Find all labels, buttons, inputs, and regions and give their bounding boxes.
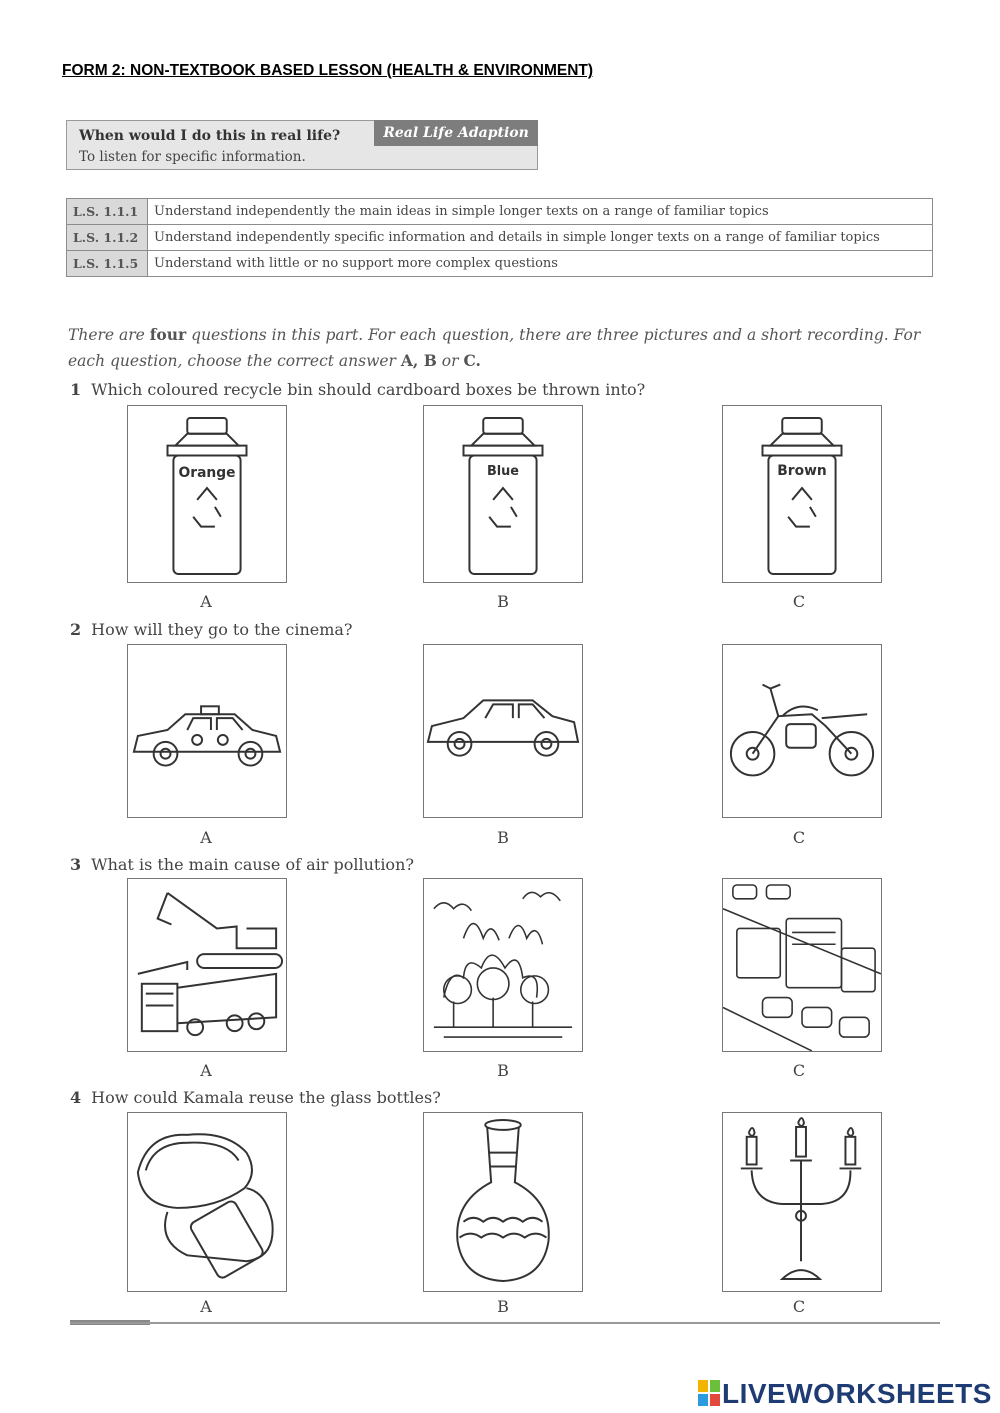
svg-text:Blue: Blue — [486, 464, 520, 480]
real-life-question: When would I do this in real life? — [79, 128, 341, 144]
blue-recycle-bin-icon — [424, 406, 582, 582]
option-c-picture[interactable] — [722, 405, 882, 583]
learning-standards-table — [66, 198, 933, 277]
question-2: 2 How will they go to the cinema? — [70, 620, 353, 639]
orange-recycle-bin-icon — [128, 406, 286, 582]
question-1: 1 Which coloured recycle bin should cardboard boxes be thrown into? — [70, 380, 646, 399]
instructions: There are four questions in this part. For each question, there are three pictures and a short recording. For each question, choose the correct answer A, B or C. — [68, 325, 921, 370]
option-a-label: A — [200, 1297, 212, 1316]
option-b-label: B — [497, 1297, 509, 1316]
option-c-label: C — [792, 828, 806, 847]
liveworksheets-mark-icon — [698, 1380, 720, 1406]
brown-recycle-bin-icon — [723, 406, 881, 582]
table-row — [67, 251, 933, 277]
standard-text: Understand independently the main ideas in simple longer texts on a range of familiar topics — [148, 199, 933, 225]
real-life-tag: Real Life Adaption — [374, 120, 538, 146]
option-b-label: B — [497, 592, 509, 611]
option-b-label: B — [497, 1061, 509, 1080]
option-a-picture[interactable] — [127, 405, 287, 583]
standard-text: Understand independently specific information and details in simple longer texts on a range of familiar topics — [148, 225, 933, 251]
forest-fire-icon — [424, 879, 582, 1051]
option-c-picture[interactable] — [722, 878, 882, 1052]
option-c-picture[interactable] — [722, 1112, 882, 1292]
page-heading: FORM 2: NON-TEXTBOOK BASED LESSON (HEALTH & ENVIRONMENT) — [62, 62, 594, 79]
candle-holder-icon — [723, 1113, 881, 1291]
option-a-picture[interactable] — [127, 1112, 287, 1292]
table-row — [67, 225, 933, 251]
divider — [70, 1322, 940, 1324]
question-4: 4 How could Kamala reuse the glass bottles? — [70, 1088, 441, 1107]
option-a-label: A — [200, 592, 212, 611]
table-row — [67, 199, 933, 225]
standard-code: L.S. 1.1.2 — [67, 225, 148, 251]
motorcycle-icon — [723, 645, 881, 817]
option-c-label: C — [792, 592, 806, 611]
construction-vehicles-icon — [128, 879, 286, 1051]
traffic-jam-icon — [723, 879, 881, 1051]
soap-dish-icon — [128, 1113, 286, 1291]
real-life-answer: To listen for specific information. — [79, 149, 306, 165]
vase-icon — [424, 1113, 582, 1291]
option-b-picture[interactable] — [423, 1112, 583, 1292]
option-b-label: B — [497, 828, 509, 847]
option-b-picture[interactable] — [423, 878, 583, 1052]
question-3: 3 What is the main cause of air pollution? — [70, 855, 414, 874]
taxi-icon — [128, 645, 286, 817]
svg-text:Orange: Orange — [178, 465, 236, 482]
option-b-picture[interactable] — [423, 644, 583, 818]
standard-text: Understand with little or no support more complex questions — [148, 251, 933, 277]
option-a-label: A — [200, 828, 212, 847]
option-a-label: A — [200, 1061, 212, 1080]
standard-code: L.S. 1.1.5 — [67, 251, 148, 277]
option-c-label: C — [792, 1297, 806, 1316]
liveworksheets-logo[interactable]: LIVEWORKSHEETS — [698, 1378, 992, 1410]
real-life-box — [66, 120, 538, 170]
option-c-picture[interactable] — [722, 644, 882, 818]
option-a-picture[interactable] — [127, 644, 287, 818]
option-a-picture[interactable] — [127, 878, 287, 1052]
car-icon — [424, 645, 582, 817]
option-c-label: C — [792, 1061, 806, 1080]
option-b-picture[interactable] — [423, 405, 583, 583]
svg-text:Brown: Brown — [777, 463, 827, 480]
standard-code: L.S. 1.1.1 — [67, 199, 148, 225]
